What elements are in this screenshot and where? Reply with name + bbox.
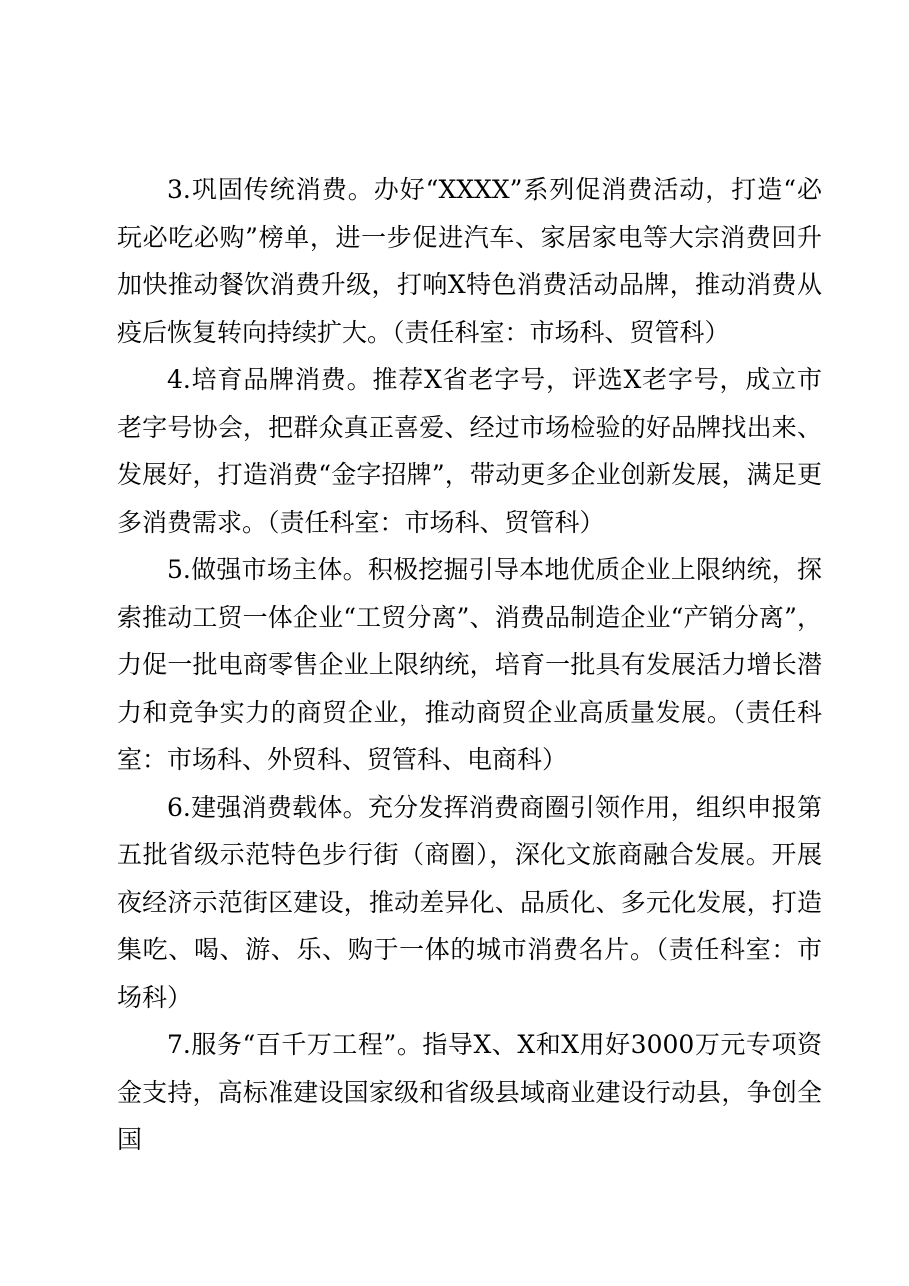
document-body bbox=[117, 166, 822, 1164]
paragraph-item-4: 4.培育品牌消费。推荐X省老字号，评选X老字号，成立市老字号协会，把群众真正喜爱、经过市场检验的好品牌找出来、发展好，打造消费“金字招牌”，带动更多企业创新发展，满足更多消费需求。（责任科室：市场科、贸管科） bbox=[117, 365, 822, 537]
paragraph-item-6: 6.建强消费载体。充分发挥消费商圈引领作用，组织申报第五批省级示范特色步行街（商圈），深化文旅商融合发展。开展夜经济示范街区建设，推动差异化、品质化、多元化发展，打造集吃、喝、游、乐、购于一体的城市消费名片。（责任科室：市场科） bbox=[117, 792, 822, 1012]
paragraph-item-7: 7.服务“百千万工程”。指导X、X和X用好3000万元专项资金支持，高标准建设国家级和省级县域商业建设行动县，争创全国 bbox=[117, 1030, 822, 1154]
paragraph-item-3: 3.巩固传统消费。办好“XXXX”系列促消费活动，打造“必玩必吃必购”榜单，进一步促进汽车、家居家电等大宗消费回升加快推动餐饮消费升级，打响X特色消费活动品牌，推动消费从疫后恢复转向持续扩大。（责任科室：市场科、贸管科） bbox=[117, 175, 822, 347]
paragraph-item-5: 5.做强市场主体。积极挖掘引导本地优质企业上限纳统，探索推动工贸一体企业“工贸分离”、消费品制造企业“产销分离”，力促一批电商零售企业上限纳统，培育一批具有发展活力增长潜力和竞争实力的商贸企业，推动商贸企业高质量发展。（责任科室：市场科、外贸科、贸管科、电商科） bbox=[117, 555, 822, 774]
